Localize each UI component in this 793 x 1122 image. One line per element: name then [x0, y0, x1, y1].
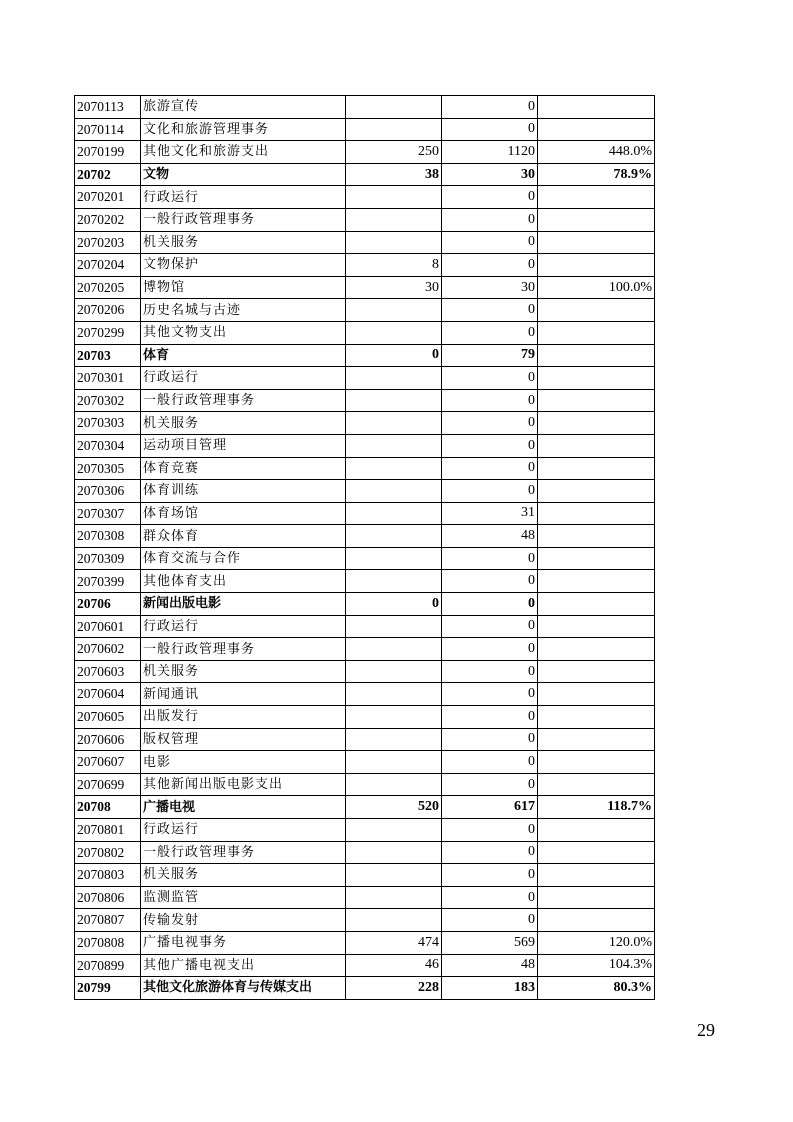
table-row [75, 547, 655, 570]
row-code: 2070808 [75, 931, 141, 954]
row-percent [538, 412, 655, 435]
row-name: 群众体育 [141, 525, 346, 548]
table-row [75, 118, 655, 141]
row-value-1 [346, 909, 442, 932]
row-name: 广播电视 [141, 796, 346, 819]
row-percent [538, 841, 655, 864]
row-value-1 [346, 841, 442, 864]
row-value-2: 0 [442, 389, 538, 412]
row-value-2: 0 [442, 660, 538, 683]
row-code: 2070399 [75, 570, 141, 593]
row-name: 其他体育支出 [141, 570, 346, 593]
row-percent: 100.0% [538, 276, 655, 299]
row-percent [538, 615, 655, 638]
row-code: 2070306 [75, 480, 141, 503]
table-row [75, 841, 655, 864]
row-name: 广播电视事务 [141, 931, 346, 954]
table-row [75, 412, 655, 435]
row-percent [538, 321, 655, 344]
table-row [75, 321, 655, 344]
row-value-2: 0 [442, 367, 538, 390]
row-value-2: 0 [442, 683, 538, 706]
row-percent [538, 864, 655, 887]
row-value-1: 520 [346, 796, 442, 819]
row-value-2: 0 [442, 547, 538, 570]
row-value-1 [346, 525, 442, 548]
row-value-2: 0 [442, 299, 538, 322]
row-code: 2070602 [75, 638, 141, 661]
row-code: 20703 [75, 344, 141, 367]
row-code: 2070304 [75, 434, 141, 457]
row-code: 2070603 [75, 660, 141, 683]
row-percent [538, 525, 655, 548]
row-code: 2070114 [75, 118, 141, 141]
row-percent [538, 299, 655, 322]
table-row [75, 141, 655, 164]
row-value-1 [346, 231, 442, 254]
table-row [75, 706, 655, 729]
table-row [75, 208, 655, 231]
table-row [75, 728, 655, 751]
row-code: 2070802 [75, 841, 141, 864]
row-value-2: 0 [442, 819, 538, 842]
row-percent [538, 660, 655, 683]
row-percent [538, 344, 655, 367]
row-name: 一般行政管理事务 [141, 638, 346, 661]
row-value-1 [346, 638, 442, 661]
row-code: 2070204 [75, 254, 141, 277]
row-value-2: 0 [442, 909, 538, 932]
category-row [75, 593, 655, 616]
row-percent [538, 773, 655, 796]
row-value-2: 48 [442, 525, 538, 548]
row-code: 2070607 [75, 751, 141, 774]
row-percent [538, 231, 655, 254]
table-row [75, 186, 655, 209]
row-name: 版权管理 [141, 728, 346, 751]
row-name: 机关服务 [141, 231, 346, 254]
row-code: 2070601 [75, 615, 141, 638]
row-code: 2070201 [75, 186, 141, 209]
row-value-1 [346, 186, 442, 209]
row-code: 2070803 [75, 864, 141, 887]
row-value-2: 0 [442, 434, 538, 457]
row-value-1 [346, 819, 442, 842]
row-value-2: 0 [442, 208, 538, 231]
row-code: 2070199 [75, 141, 141, 164]
category-row [75, 163, 655, 186]
table-row [75, 819, 655, 842]
table-row [75, 886, 655, 909]
row-name: 新闻通讯 [141, 683, 346, 706]
row-value-2: 0 [442, 706, 538, 729]
row-value-2: 0 [442, 841, 538, 864]
row-percent [538, 683, 655, 706]
row-percent [538, 547, 655, 570]
row-name: 其他新闻出版电影支出 [141, 773, 346, 796]
row-code: 20702 [75, 163, 141, 186]
row-name: 机关服务 [141, 864, 346, 887]
row-name: 体育 [141, 344, 346, 367]
row-percent [538, 96, 655, 119]
row-percent [538, 706, 655, 729]
table-row [75, 773, 655, 796]
row-name: 旅游宣传 [141, 96, 346, 119]
row-value-1: 250 [346, 141, 442, 164]
page-number: 29 [697, 1020, 715, 1040]
row-percent [538, 819, 655, 842]
table-row [75, 954, 655, 977]
table-row [75, 864, 655, 887]
row-value-1: 38 [346, 163, 442, 186]
row-percent [538, 367, 655, 390]
row-code: 2070301 [75, 367, 141, 390]
row-percent [538, 751, 655, 774]
row-value-2: 1120 [442, 141, 538, 164]
row-value-1: 8 [346, 254, 442, 277]
row-value-1: 46 [346, 954, 442, 977]
row-percent [538, 389, 655, 412]
row-value-2: 0 [442, 186, 538, 209]
row-value-1: 474 [346, 931, 442, 954]
row-percent [538, 728, 655, 751]
table-row [75, 480, 655, 503]
row-value-1: 30 [346, 276, 442, 299]
row-value-1 [346, 434, 442, 457]
row-code: 2070203 [75, 231, 141, 254]
row-code: 2070308 [75, 525, 141, 548]
row-code: 2070309 [75, 547, 141, 570]
row-value-1 [346, 864, 442, 887]
row-percent: 118.7% [538, 796, 655, 819]
table-row [75, 909, 655, 932]
budget-table [74, 95, 655, 1000]
row-value-1: 228 [346, 977, 442, 1000]
row-percent [538, 254, 655, 277]
row-value-2: 0 [442, 773, 538, 796]
row-code: 2070206 [75, 299, 141, 322]
row-name: 其他广播电视支出 [141, 954, 346, 977]
row-value-1 [346, 412, 442, 435]
row-value-2: 0 [442, 615, 538, 638]
row-value-2: 0 [442, 96, 538, 119]
row-value-2: 30 [442, 276, 538, 299]
row-value-2: 48 [442, 954, 538, 977]
row-value-1 [346, 570, 442, 593]
row-value-1 [346, 208, 442, 231]
row-percent: 448.0% [538, 141, 655, 164]
row-value-2: 0 [442, 570, 538, 593]
row-value-1 [346, 886, 442, 909]
row-code: 2070801 [75, 819, 141, 842]
row-percent [538, 570, 655, 593]
row-name: 机关服务 [141, 660, 346, 683]
table-row [75, 660, 655, 683]
row-name: 电影 [141, 751, 346, 774]
row-value-1 [346, 751, 442, 774]
row-code: 2070807 [75, 909, 141, 932]
row-percent [538, 186, 655, 209]
row-code: 2070699 [75, 773, 141, 796]
row-value-1: 0 [346, 344, 442, 367]
row-code: 2070806 [75, 886, 141, 909]
row-name: 监测监管 [141, 886, 346, 909]
row-percent [538, 457, 655, 480]
row-value-1 [346, 728, 442, 751]
row-code: 2070604 [75, 683, 141, 706]
row-name: 其他文物支出 [141, 321, 346, 344]
row-name: 文化和旅游管理事务 [141, 118, 346, 141]
row-value-2: 0 [442, 751, 538, 774]
row-value-1 [346, 457, 442, 480]
row-name: 出版发行 [141, 706, 346, 729]
row-percent [538, 886, 655, 909]
table-row [75, 367, 655, 390]
row-percent [538, 502, 655, 525]
row-value-2: 31 [442, 502, 538, 525]
row-code: 2070606 [75, 728, 141, 751]
table-row [75, 254, 655, 277]
row-value-2: 0 [442, 231, 538, 254]
table-row [75, 389, 655, 412]
row-value-2: 0 [442, 254, 538, 277]
row-value-1 [346, 299, 442, 322]
row-name: 一般行政管理事务 [141, 389, 346, 412]
row-name: 行政运行 [141, 367, 346, 390]
row-name: 新闻出版电影 [141, 593, 346, 616]
row-value-2: 0 [442, 886, 538, 909]
table-row [75, 434, 655, 457]
table-row [75, 638, 655, 661]
row-name: 体育训练 [141, 480, 346, 503]
table-row [75, 751, 655, 774]
table-row [75, 570, 655, 593]
category-row [75, 344, 655, 367]
category-row [75, 796, 655, 819]
row-name: 一般行政管理事务 [141, 208, 346, 231]
table-row [75, 683, 655, 706]
row-value-2: 0 [442, 480, 538, 503]
row-name: 行政运行 [141, 615, 346, 638]
row-name: 文物保护 [141, 254, 346, 277]
row-name: 博物馆 [141, 276, 346, 299]
row-code: 2070113 [75, 96, 141, 119]
row-code: 20799 [75, 977, 141, 1000]
table-row [75, 96, 655, 119]
row-percent [538, 480, 655, 503]
row-percent [538, 208, 655, 231]
row-value-1 [346, 706, 442, 729]
row-code: 20708 [75, 796, 141, 819]
row-value-1 [346, 367, 442, 390]
row-name: 文物 [141, 163, 346, 186]
row-name: 机关服务 [141, 412, 346, 435]
row-code: 2070307 [75, 502, 141, 525]
row-value-2: 0 [442, 728, 538, 751]
row-value-2: 0 [442, 593, 538, 616]
row-name: 体育竞赛 [141, 457, 346, 480]
row-percent [538, 909, 655, 932]
row-percent: 78.9% [538, 163, 655, 186]
budget-table-body [75, 96, 655, 1000]
row-value-2: 617 [442, 796, 538, 819]
row-percent: 104.3% [538, 954, 655, 977]
row-value-2: 0 [442, 457, 538, 480]
row-code: 20706 [75, 593, 141, 616]
row-value-1 [346, 683, 442, 706]
row-percent [538, 118, 655, 141]
row-value-2: 0 [442, 321, 538, 344]
row-code: 2070305 [75, 457, 141, 480]
row-value-2: 30 [442, 163, 538, 186]
row-value-1 [346, 321, 442, 344]
row-percent: 120.0% [538, 931, 655, 954]
row-code: 2070303 [75, 412, 141, 435]
row-value-2: 0 [442, 638, 538, 661]
row-name: 一般行政管理事务 [141, 841, 346, 864]
table-row [75, 457, 655, 480]
row-value-1: 0 [346, 593, 442, 616]
row-code: 2070202 [75, 208, 141, 231]
table-row [75, 931, 655, 954]
table-row [75, 502, 655, 525]
row-code: 2070205 [75, 276, 141, 299]
table-row [75, 231, 655, 254]
row-name: 体育场馆 [141, 502, 346, 525]
row-name: 行政运行 [141, 819, 346, 842]
category-row [75, 977, 655, 1000]
row-code: 2070302 [75, 389, 141, 412]
row-name: 其他文化旅游体育与传媒支出 [141, 977, 346, 1000]
row-value-1 [346, 615, 442, 638]
row-value-1 [346, 502, 442, 525]
row-value-1 [346, 96, 442, 119]
row-percent [538, 638, 655, 661]
row-value-2: 0 [442, 118, 538, 141]
row-name: 其他文化和旅游支出 [141, 141, 346, 164]
row-value-1 [346, 660, 442, 683]
table-row [75, 615, 655, 638]
row-percent [538, 434, 655, 457]
row-value-2: 0 [442, 412, 538, 435]
row-percent: 80.3% [538, 977, 655, 1000]
row-code: 2070299 [75, 321, 141, 344]
row-name: 运动项目管理 [141, 434, 346, 457]
table-row [75, 299, 655, 322]
row-value-1 [346, 480, 442, 503]
table-row [75, 525, 655, 548]
row-percent [538, 593, 655, 616]
table-row [75, 276, 655, 299]
row-value-2: 183 [442, 977, 538, 1000]
row-name: 行政运行 [141, 186, 346, 209]
row-code: 2070605 [75, 706, 141, 729]
row-code: 2070899 [75, 954, 141, 977]
row-value-1 [346, 389, 442, 412]
row-value-1 [346, 547, 442, 570]
row-value-2: 79 [442, 344, 538, 367]
row-value-2: 0 [442, 864, 538, 887]
row-value-1 [346, 118, 442, 141]
row-name: 传输发射 [141, 909, 346, 932]
row-value-1 [346, 773, 442, 796]
row-value-2: 569 [442, 931, 538, 954]
row-name: 历史名城与古迹 [141, 299, 346, 322]
row-name: 体育交流与合作 [141, 547, 346, 570]
